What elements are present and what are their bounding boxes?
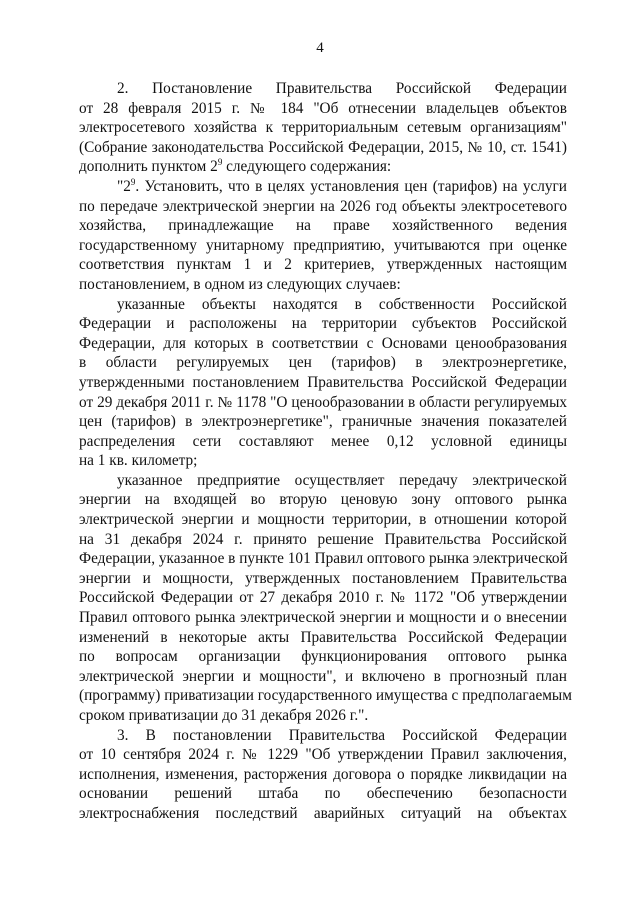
text-line: утвержденными постановлением Правительства Российской Федерации: [79, 373, 567, 391]
text-line: Правил оптового рынка электрической энергии и мощности и о внесении: [79, 609, 567, 627]
text-line: (программу) приватизации государственного имущества с предполагаемым: [79, 687, 572, 705]
superscript: 9: [217, 157, 223, 168]
text-line: цен (тарифов) в электроэнергетике", граничные значения показателей: [79, 413, 567, 431]
text-line: [79, 157, 567, 177]
text-line: указанное предприятие осуществляет передачу электрической: [117, 471, 567, 489]
text-line: (Собрание законодательства Российской Федерации, 2015, № 10, ст. 1541): [79, 138, 567, 156]
text-line: [79, 177, 567, 197]
text-line: по вопросам организации функционирования оптового рынка: [79, 648, 567, 666]
text-line: от 28 февраля 2015 г. № 184 "Об отнесении владельцев объектов: [79, 99, 567, 117]
text-line: изменений в некоторые акты Правительства Российской Федерации: [79, 628, 567, 646]
text-line: в области регулируемых цен (тарифов) в электроэнергетике,: [79, 354, 567, 372]
text-line: соответствия пунктам 1 и 2 критериев, утвержденных настоящим: [79, 256, 567, 274]
text-line: энергии на входящей во вторую ценовую зону оптового рынка: [79, 491, 567, 509]
text-segment: следующего содержания:: [222, 158, 392, 176]
text-segment: дополнить пунктом 2: [79, 158, 218, 176]
text-line: 3. В постановлении Правительства Российской Федерации: [117, 726, 567, 744]
text-line: указанные объекты находятся в собственности Российской: [117, 295, 567, 313]
text-line: Федерации, для которых в соответствии с Основами ценообразования: [79, 334, 567, 352]
text-line: основании решений штаба по обеспечению безопасности: [79, 785, 567, 803]
text-line: Российской Федерации от 27 декабря 2010 г. № 1172 "Об утверждении: [79, 589, 567, 607]
text-segment: . Установить, что в целях установления цен (тарифов) на услуги: [135, 177, 567, 195]
text-line: государственному унитарному предприятию, учитываются при оценке: [79, 236, 567, 254]
text-line: распределения сети составляют менее 0,12 условной единицы: [79, 432, 567, 450]
text-line: от 29 декабря 2011 г. № 1178 "О ценообразовании в области регулируемых: [79, 393, 567, 411]
text-line: Федерации, указанное в пункте 101 Правил оптового рынка электрической: [79, 550, 568, 568]
document-body: [79, 79, 572, 824]
text-line: Федерации и расположены на территории субъектов Российской: [79, 315, 567, 333]
text-segment: "2: [117, 177, 131, 195]
text-line: электроснабжения последствий аварийных ситуаций на объектах: [79, 804, 567, 822]
superscript: 9: [130, 176, 136, 187]
text-line: на 1 кв. километр;: [79, 452, 198, 470]
text-line: сроком приватизации до 31 декабря 2026 г.".: [79, 707, 369, 724]
text-line: хозяйства, принадлежащие на праве хозяйственного ведения: [79, 217, 567, 235]
text-line: 2. Постановление Правительства Российской Федерации: [117, 80, 567, 97]
text-line: от 10 сентября 2024 г. № 1229 "Об утверждении Правил заключения,: [79, 746, 567, 764]
text-line: на 31 декабря 2024 г. принято решение Правительства Российской: [79, 530, 567, 548]
text-line: электрической энергии и мощности", и включено в прогнозный план: [79, 667, 567, 685]
text-line: исполнения, изменения, расторжения договора о порядке ликвидации на: [79, 765, 567, 783]
text-line: энергии и мощности, утвержденных постановлением Правительства: [79, 569, 567, 587]
page-number: 4: [316, 40, 324, 56]
text-line: электросетевого хозяйства к территориальным сетевым организациям": [79, 119, 567, 137]
text-line: электрической энергии и мощности территории, в отношении которой: [79, 511, 567, 529]
text-line: по передаче электрической энергии на 2026 год объекты электросетевого: [79, 197, 567, 215]
text-line: постановлением, в одном из следующих случаев:: [79, 275, 401, 293]
